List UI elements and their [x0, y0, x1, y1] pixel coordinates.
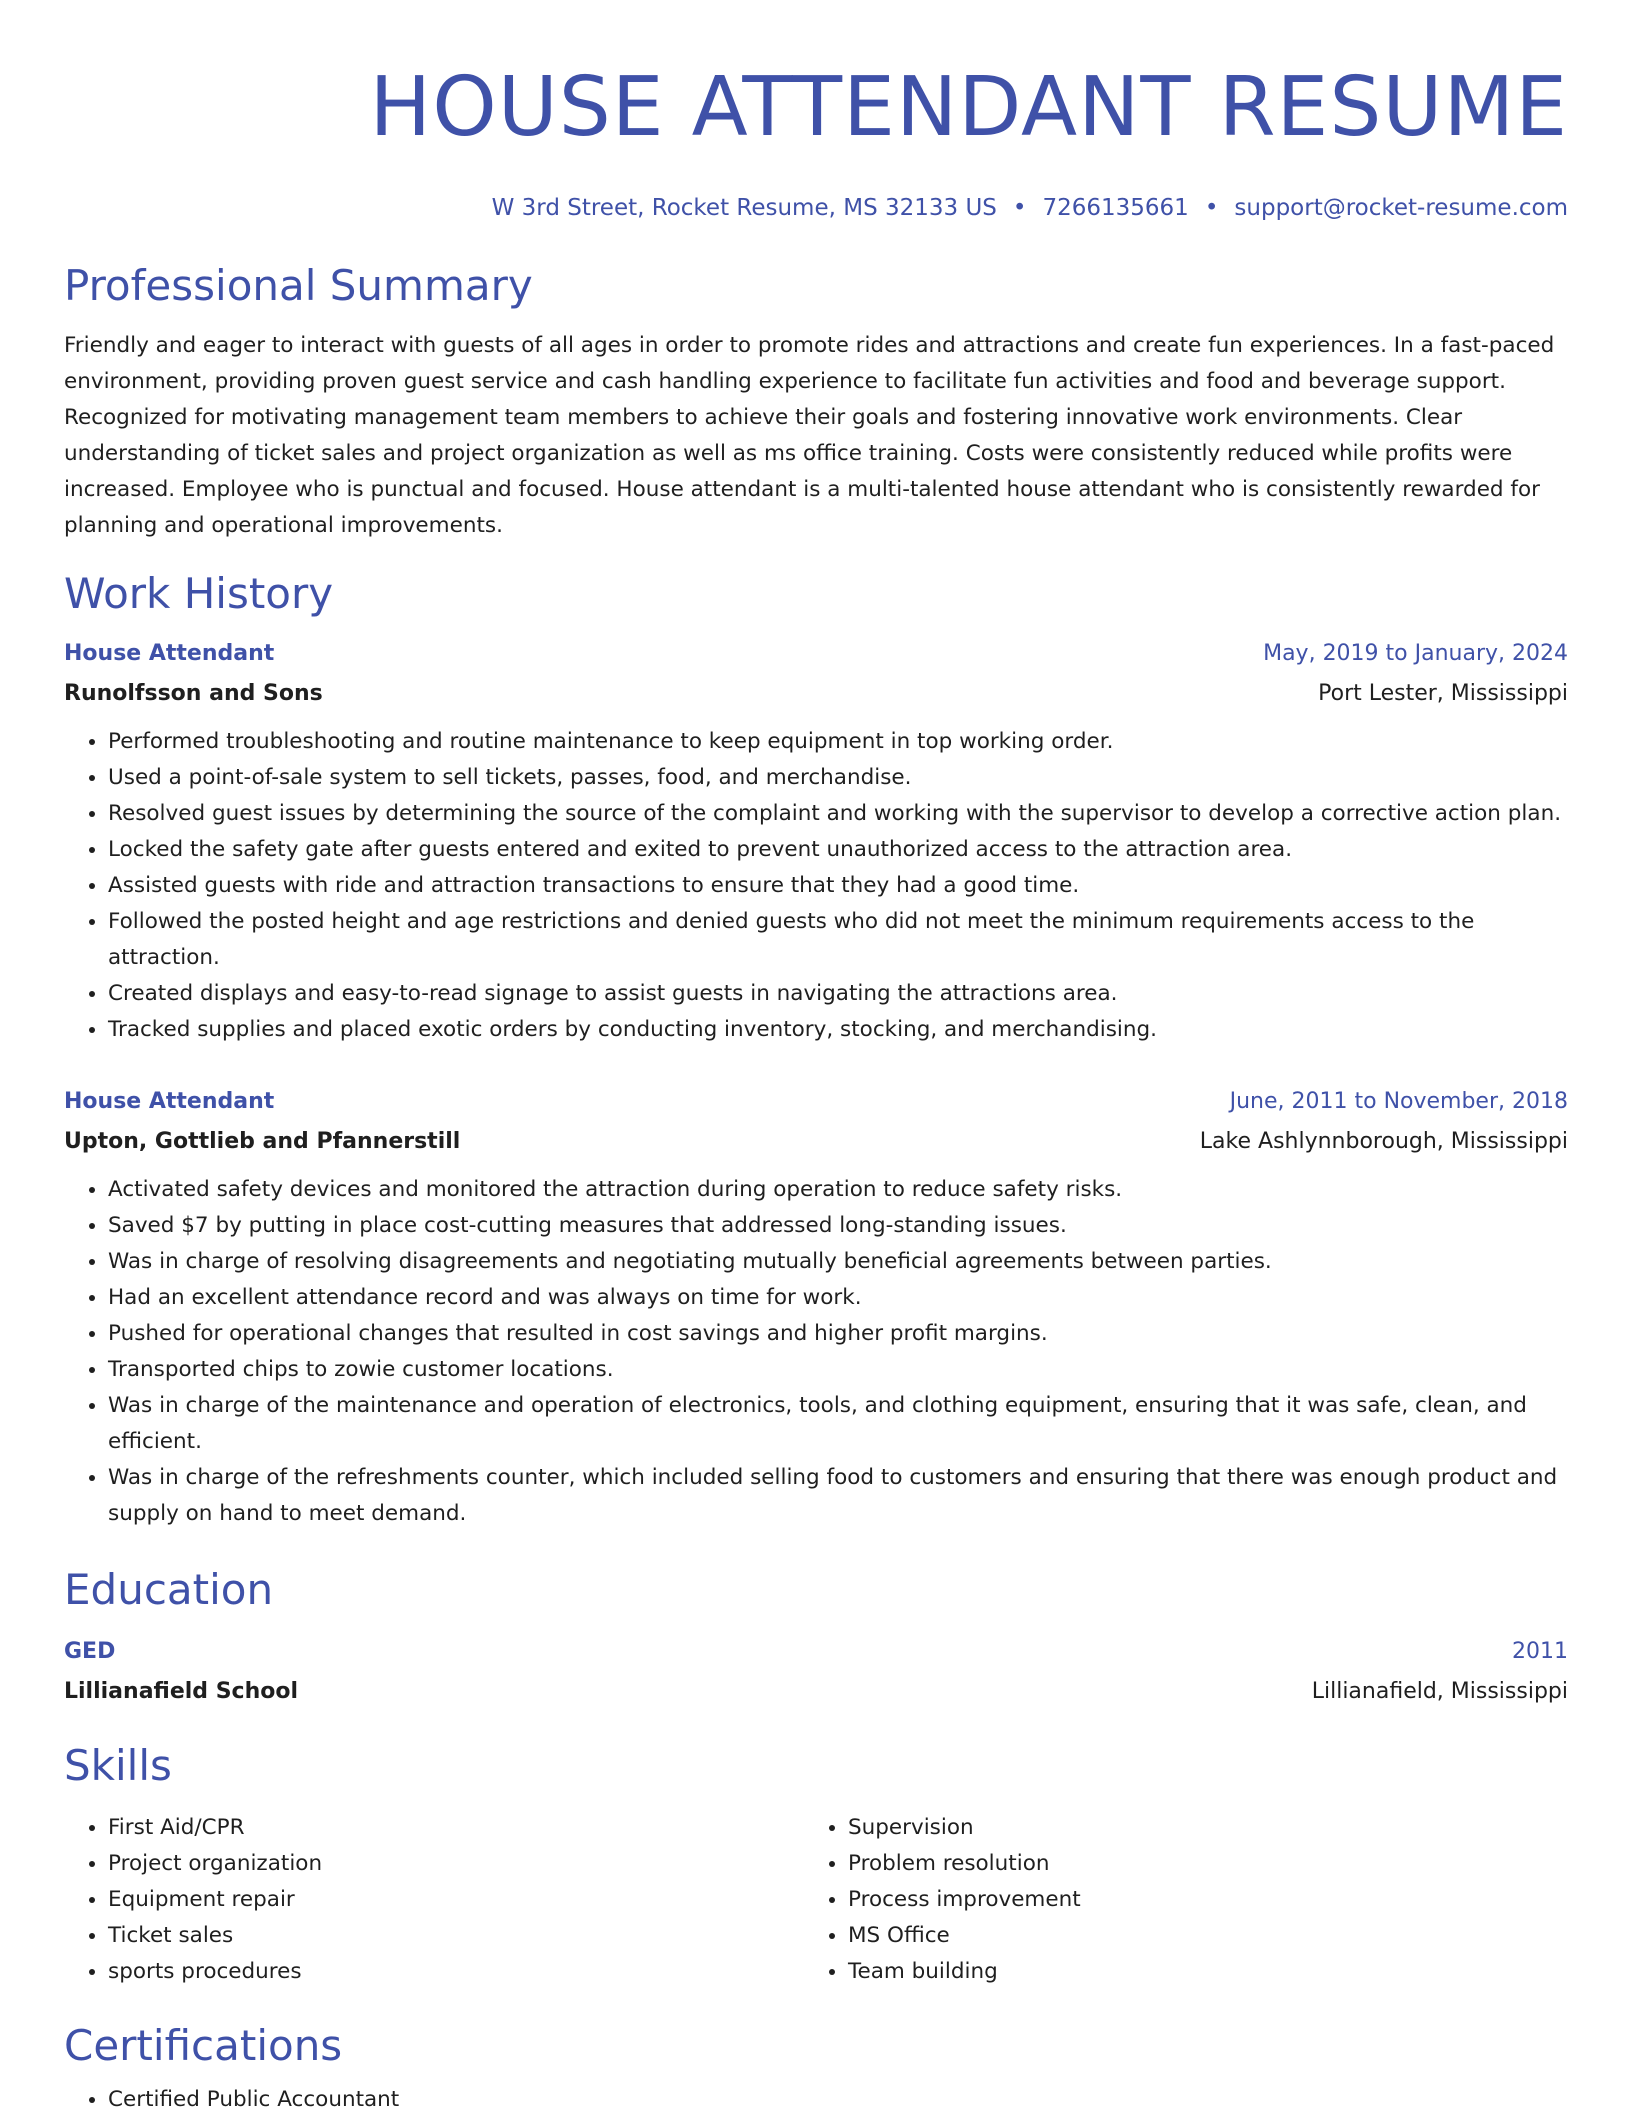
job-bullet: • Created displays and easy-to-read signage to assist guests in navigating the attractions area.	[108, 976, 1568, 1012]
certifications-list	[64, 2082, 1568, 2118]
job-bullet: • Was in charge of the refreshments counter, which included selling food to customers and ensuring that there was enough product and supply on hand to meet demand.	[108, 1460, 1568, 1532]
job-bullet-list	[64, 1172, 1568, 1532]
skill-item: • Process improvement	[848, 1882, 1081, 1918]
job-company: Runolfsson and Sons	[64, 681, 323, 706]
job-bullet: • Assisted guests with ride and attraction transactions to ensure that they had a good time.	[108, 868, 1568, 904]
skill-item: • MS Office	[848, 1918, 1081, 1954]
contact-line	[64, 192, 1568, 224]
job-bullet: • Used a point-of-sale system to sell tickets, passes, food, and merchandise.	[108, 760, 1568, 796]
job-header	[64, 1082, 1568, 1122]
summary-text: Friendly and eager to interact with guests of all ages in order to promote rides and attractions and create fun experiences. In a fast-paced environment, providing proven guest service and cash handling experience to facilitate fun activities and food and beverage support. Recognized for motivating management team members to achieve their goals and fostering innovative work environments. Clear understanding of ticket sales and project organization as well as ms office training. Costs were consistently reduced while profits were increased. Employee who is punctual and focused. House attendant is a multi-talented house attendant who is consistently rewarded for planning and operational improvements.	[64, 333, 1555, 538]
skill-item: • Ticket sales	[108, 1918, 804, 1954]
job-location: Port Lester, Mississippi	[1318, 681, 1568, 706]
job-location: Lake Ashlynnborough, Mississippi	[1199, 1129, 1568, 1154]
education-header	[64, 1632, 1568, 1672]
section-heading: Certifications	[64, 2021, 343, 2070]
education-subheader	[64, 1672, 1568, 1712]
section-heading: Education	[64, 1565, 274, 1614]
certifications-section	[64, 2020, 1568, 2118]
contact-address: W 3rd Street, Rocket Resume, MS 32133 US	[491, 195, 997, 221]
job-role: House Attendant	[64, 641, 275, 666]
job-bullet: • Pushed for operational changes that resulted in cost savings and higher profit margins.	[108, 1316, 1568, 1352]
job-dates: May, 2019 to January, 2024	[1263, 641, 1568, 666]
skill-item: • Problem resolution	[848, 1846, 1081, 1882]
education-year: 2011	[1512, 1639, 1568, 1664]
job-bullet: • Followed the posted height and age restrictions and denied guests who did not meet the minimum requirements access to the attraction.	[108, 904, 1568, 976]
skills-section	[64, 1740, 1568, 1990]
job-header	[64, 634, 1568, 674]
skill-item: • Supervision	[848, 1810, 1081, 1846]
job-bullet: • Locked the safety gate after guests entered and exited to prevent unauthorized access to the attraction area.	[108, 832, 1568, 868]
resume-title: HOUSE ATTENDANT RESUME	[369, 60, 1568, 155]
resume-header	[64, 58, 1568, 224]
certification-item: • Certified Public Accountant	[108, 2082, 1568, 2118]
education-degree: GED	[64, 1639, 116, 1664]
skill-item: • Equipment repair	[108, 1882, 804, 1918]
job-bullet: • Had an excellent attendance record and was always on time for work.	[108, 1280, 1568, 1316]
professional-summary-section	[64, 260, 1568, 544]
skill-item: • Team building	[848, 1954, 1081, 1990]
job-bullet: • Resolved guest issues by determining the source of the complaint and working with the supervisor to develop a corrective action plan.	[108, 796, 1568, 832]
contact-separator: •	[1204, 195, 1219, 221]
job-subheader	[64, 1122, 1568, 1162]
job-bullet: • Was in charge of the maintenance and operation of electronics, tools, and clothing equipment, ensuring that it was safe, clean, and efficient.	[108, 1388, 1568, 1460]
contact-email: support@rocket-resume.com	[1234, 195, 1568, 221]
job-subheader	[64, 674, 1568, 714]
job-entry	[64, 1082, 1568, 1532]
education-location: Lillianafield, Mississippi	[1311, 1679, 1568, 1704]
job-entry	[64, 634, 1568, 1048]
job-bullet: • Performed troubleshooting and routine maintenance to keep equipment in top working order.	[108, 724, 1568, 760]
work-history-section	[64, 568, 1568, 1532]
job-role: House Attendant	[64, 1089, 275, 1114]
job-company: Upton, Gottlieb and Pfannerstill	[64, 1129, 461, 1154]
education-section	[64, 1564, 1568, 1712]
section-heading: Work History	[64, 569, 334, 618]
job-bullet: • Saved $7 by putting in place cost-cutting measures that addressed long-standing issues.	[108, 1208, 1568, 1244]
job-bullet: • Tracked supplies and placed exotic orders by conducting inventory, stocking, and merchandising.	[108, 1012, 1568, 1048]
contact-phone: 7266135661	[1042, 195, 1189, 221]
skill-item: • sports procedures	[108, 1954, 804, 1990]
job-bullet: • Was in charge of resolving disagreements and negotiating mutually beneficial agreements between parties.	[108, 1244, 1568, 1280]
skills-columns	[64, 1810, 1568, 1990]
job-dates: June, 2011 to November, 2018	[1229, 1089, 1568, 1114]
job-bullet: • Activated safety devices and monitored the attraction during operation to reduce safety risks.	[108, 1172, 1568, 1208]
contact-separator: •	[1012, 195, 1027, 221]
skill-item: • Project organization	[108, 1846, 804, 1882]
section-heading: Professional Summary	[64, 261, 533, 310]
education-school: Lillianafield School	[64, 1679, 299, 1704]
section-heading: Skills	[64, 1741, 172, 1790]
skills-column-left	[64, 1810, 804, 1990]
skill-item: • First Aid/CPR	[108, 1810, 804, 1846]
skills-column-right	[804, 1810, 1081, 1990]
education-entry	[64, 1632, 1568, 1712]
job-bullet-list	[64, 724, 1568, 1048]
job-bullet: • Transported chips to zowie customer locations.	[108, 1352, 1568, 1388]
